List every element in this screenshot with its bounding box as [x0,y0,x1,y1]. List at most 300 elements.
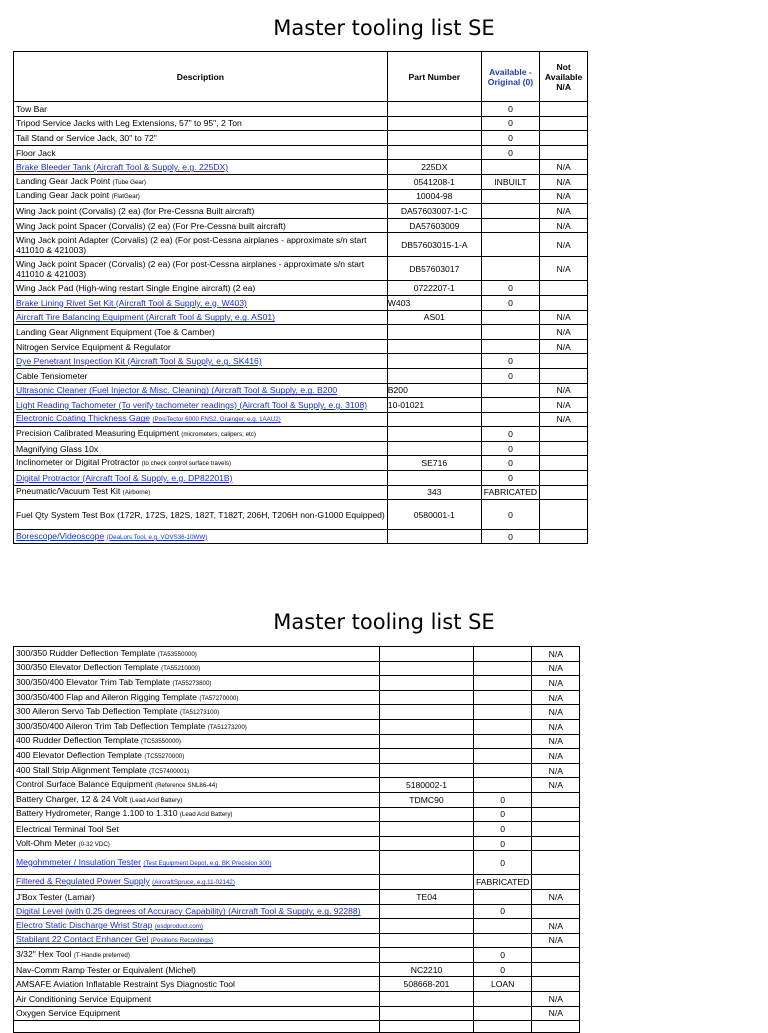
not-available-cell [532,977,580,992]
not-available-cell [540,530,588,544]
not-available-cell [532,962,580,977]
description-cell [14,822,380,837]
description-cell[interactable] [14,398,388,413]
part-number-cell [380,690,474,705]
part-number-cell: DA57603009 [387,218,481,233]
available-cell [481,218,539,233]
table-row [14,174,588,189]
not-available-cell [532,875,580,890]
available-cell [474,778,532,793]
description-text: Electrical Terminal Tool Set [16,823,119,834]
description-header: Description [14,52,388,102]
description-text: 300/350/400 Aileron Trim Tab Deflection Template [16,720,206,731]
available-cell [474,705,532,720]
description-cell [14,676,380,691]
table-row [14,441,588,456]
description-note[interactable]: (PosiTector 6000 FNS2, Grainger, e.g. 1AAU2) [152,416,281,424]
not-available-cell: N/A [532,1006,580,1021]
description-note: (TA55210000) [161,665,201,673]
table-row [14,763,580,778]
available-cell: LOAN [474,977,532,992]
description-note: (TC57400001) [149,767,190,775]
description-note: (Tube Gear) [112,178,146,186]
description-note[interactable]: (Positions Recordings) [150,937,213,945]
part-number-cell: 10-01021 [387,398,481,413]
description-note: (TA57270000) [199,694,239,702]
description-text: Wing Jack Pad (High-wing restart Single Engine aircraft) (2 ea) [16,283,256,294]
not-available-cell: N/A [540,325,588,340]
not-available-cell: N/A [532,676,580,691]
not-available-cell [540,102,588,117]
part-number-cell [380,904,474,919]
description-text: Inclinometer or Digital Protractor [16,457,140,468]
page-title: Master tooling list SE [273,16,495,40]
description-link[interactable]: Ultrasonic Cleaner (Fuel Injector & Misc. Cleaning) (Aircraft Tool & Supply, e.g. B200 [16,385,338,396]
description-cell [14,962,380,977]
table-row [14,836,580,851]
description-cell [14,427,388,442]
part-number-cell [380,948,474,963]
table-row [14,325,588,340]
available-cell [474,1021,532,1033]
not-available-cell: N/A [532,661,580,676]
description-link[interactable]: Borescope/Videoscope [16,530,105,541]
part-number-cell: DA57603007-1-C [387,204,481,219]
description-text: Oxygen Service Equipment [16,1008,121,1019]
description-cell [14,500,388,530]
table-row [14,778,580,793]
not-available-cell [540,368,588,383]
not-available-cell: N/A [532,705,580,720]
description-note: (Lead Acid Battery) [129,796,183,804]
table-body-2 [14,647,580,1033]
description-link[interactable]: Digital Level (with 0.25 degrees of Accuracy Capability) (Aircraft Tool & Supply, e.g. 92288) [16,906,361,917]
description-note: (TA55273800) [172,679,212,687]
not-available-cell [532,822,580,837]
description-cell[interactable] [14,383,388,398]
part-number-cell: 343 [387,485,481,500]
not-available-cell: N/A [532,734,580,749]
description-cell[interactable] [14,851,380,875]
available-cell [481,412,539,427]
not-available-cell: N/A [540,189,588,204]
description-text: 300/350/400 Flap and Aileron Rigging Template [16,691,197,702]
part-number-cell [380,749,474,764]
description-note: (FlatGear) [111,193,140,201]
part-number-cell [387,339,481,354]
table-row [14,339,588,354]
part-number-cell: 225DX [387,160,481,175]
description-link[interactable]: Stabilant 22 Contact Enhancer Gel [16,934,149,945]
part-number-cell [380,763,474,778]
description-link[interactable]: Electro Static Discharge Wrist Strap [16,919,153,930]
available-cell: 0 [481,145,539,160]
available-cell [474,690,532,705]
page-title-2: Master tooling list SE [273,610,495,634]
table-row [14,257,588,281]
description-cell [14,719,380,734]
table-row [14,310,588,325]
table-row [14,734,580,749]
not-available-cell: N/A [532,919,580,934]
part-number-cell [380,719,474,734]
description-text: Magnifying Glass 10x [16,443,99,454]
description-text: Wing Jack point Spacer (Corvalis) (2 ea) (For post-Cessna airplanes - approximate s/n start 411010 & 421003) [16,258,365,279]
description-text: Tripod Service Jacks with Leg Extensions, 57" to 95", 2 Ton [16,118,242,129]
table-row [14,233,588,257]
part-number-cell [380,836,474,851]
description-text: Nav-Comm Ramp Tester or Equivalent (Michel) [16,964,196,975]
not-available-cell: N/A [540,398,588,413]
available-cell [474,749,532,764]
description-cell [14,145,388,160]
table-row [14,690,580,705]
table-row [14,889,580,904]
description-cell [14,889,380,904]
description-link[interactable]: Brake Lining Rivet Set Kit (Aircraft Tool & Supply, e.g. W403) [16,297,247,308]
description-cell [14,734,380,749]
description-cell[interactable] [14,412,388,427]
table-row [14,427,588,442]
available-cell [474,719,532,734]
available-cell [481,325,539,340]
table-header-row [14,52,588,102]
description-cell [14,456,388,471]
not-available-cell [532,1021,580,1033]
not-available-cell [532,836,580,851]
table-row [14,102,588,117]
available-cell: 0 [474,792,532,807]
available-cell [481,204,539,219]
table-row [14,792,580,807]
table-row [14,992,580,1007]
available-cell [474,919,532,934]
description-text: Tow Bar [16,103,48,114]
description-cell [14,233,388,257]
available-cell: 0 [481,471,539,486]
description-link[interactable]: Digital Protractor (Aircraft Tool & Supply, e.g. DP82201B) [16,472,233,483]
available-cell: 0 [481,427,539,442]
not-available-cell [540,354,588,369]
not-available-cell: N/A [532,778,580,793]
part-number-cell: 0541208-1 [387,174,481,189]
not-available-cell: N/A [532,690,580,705]
description-text: Wing Jack point (Corvalis) (2 ea) (for Pre-Cessna Built aircraft) [16,205,255,216]
available-cell [474,992,532,1007]
description-text: 400 Stall Strip Alignment Template [16,764,147,775]
description-cell [14,204,388,219]
table-row [14,919,580,934]
available-cell: 0 [481,281,539,296]
description-cell [14,763,380,778]
not-available-cell: N/A [532,889,580,904]
table-row [14,948,580,963]
table-row [14,1021,580,1033]
available-cell [481,310,539,325]
table-row [14,851,580,875]
available-cell [474,1006,532,1021]
part-number-cell: NC2210 [380,962,474,977]
description-link[interactable]: Light Reading Tachometer (To verify tachometer readings) (Aircraft Tool & Supply, e.g. 3108) [16,399,368,410]
part-number-cell: TDMC90 [380,792,474,807]
description-note: (TA53550000) [157,650,197,658]
description-text: Landing Gear Jack point [16,190,110,201]
part-number-cell [387,116,481,131]
not-available-cell: N/A [540,412,588,427]
description-text: Wing Jack point Adapter (Corvalis) (2 ea) (For post-Cessna airplanes - approximate s/n start 411010 & 421003) [16,234,367,255]
available-cell: FABRICATED [481,485,539,500]
table-row [14,807,580,822]
description-text: J'Box Tester (Lamar) [16,891,95,902]
available-cell [481,189,539,204]
available-cell: 0 [474,851,532,875]
part-number-cell [380,647,474,662]
available-cell: 0 [481,354,539,369]
description-cell [14,948,380,963]
available-cell: 0 [481,131,539,146]
description-cell[interactable] [14,354,388,369]
part-number-cell [380,807,474,822]
part-number-cell [387,131,481,146]
description-cell[interactable] [14,530,388,544]
description-cell [14,102,388,117]
part-number-cell: 0580001-1 [387,500,481,530]
not-available-cell: N/A [540,383,588,398]
table-row [14,1006,580,1021]
part-number-cell [387,145,481,160]
description-link[interactable]: Megohmmeter / Insulation Tester [16,856,141,867]
part-number-cell: DB57603015-1-A [387,233,481,257]
part-number-cell [387,102,481,117]
description-text: 300 Aileron Servo Tab Deflection Template [16,706,178,717]
available-cell [474,933,532,948]
not-available-cell: N/A [540,174,588,189]
not-available-cell: N/A [532,719,580,734]
description-cell [14,690,380,705]
table-row [14,500,588,530]
description-note: (TC53550000) [141,738,181,746]
description-note[interactable]: (esdproduct.com) [154,922,203,930]
description-text: Landing Gear Alignment Equipment (Toe & Camber) [16,326,215,337]
not-available-cell: N/A [540,218,588,233]
part-number-cell: 0722207-1 [387,281,481,296]
description-cell[interactable] [14,310,388,325]
description-text: 300/350/400 Elevator Trim Tab Template [16,676,170,687]
description-cell[interactable] [14,160,388,175]
description-link[interactable]: Electronic Coating Thickness Gage [16,413,151,424]
description-cell[interactable] [14,933,380,948]
part-number-cell: AS01 [387,310,481,325]
description-note[interactable]: (AircraftSpruce, e.g.11-02142) [152,879,235,887]
available-cell [481,398,539,413]
description-cell [14,1006,380,1021]
description-cell [14,778,380,793]
description-cell [14,647,380,662]
part-number-cell: DB57603017 [387,257,481,281]
not-available-cell [540,441,588,456]
description-note: (T-Handle preferred) [73,952,130,960]
part-number-cell [380,919,474,934]
description-link[interactable]: Filtered & Regulated Power Supply [16,876,150,887]
not-available-cell: N/A [540,257,588,281]
part-number-cell [387,354,481,369]
not-available-cell [540,131,588,146]
available-cell [474,661,532,676]
table-row [14,647,580,662]
available-cell [481,383,539,398]
table-row [14,822,580,837]
part-number-cell: SE716 [387,456,481,471]
not-available-cell [540,471,588,486]
available-cell [481,339,539,354]
part-number-header: Part Number [387,52,481,102]
description-link[interactable]: Dye Penetrant Inspection Kit (Aircraft Tool & Supply, e.g. SK416) [16,356,262,367]
table-row [14,676,580,691]
available-cell: 0 [474,822,532,837]
not-available-header: Not Available N/A [540,52,588,102]
part-number-cell: 5180002-1 [380,778,474,793]
available-cell: 0 [481,500,539,530]
available-cell: 0 [481,456,539,471]
part-number-cell [380,822,474,837]
table-row [14,204,588,219]
table-row [14,116,588,131]
description-text: Volt-Ohm Meter [16,837,77,848]
description-cell [14,325,388,340]
available-cell: 0 [481,368,539,383]
table-row [14,904,580,919]
table-row [14,749,580,764]
part-number-cell [387,325,481,340]
available-cell: 0 [481,441,539,456]
description-note: (Lead Acid Battery) [179,811,233,819]
table-row [14,719,580,734]
description-cell [14,441,388,456]
part-number-cell: W403 [387,295,481,310]
available-cell: 0 [474,904,532,919]
part-number-cell: B200 [387,383,481,398]
description-cell[interactable] [14,919,380,934]
part-number-cell [387,368,481,383]
description-cell[interactable] [14,875,380,890]
part-number-cell [380,851,474,875]
part-number-cell [387,441,481,456]
available-cell: 0 [474,836,532,851]
description-note: (TA51273200) [207,723,247,731]
description-text: Floor Jack [16,147,56,158]
table-row [14,875,580,890]
tooling-table-1 [13,51,588,544]
available-cell [474,763,532,778]
description-note: (to check control surface travels) [141,460,232,468]
description-cell [14,339,388,354]
description-cell[interactable] [14,471,388,486]
available-cell [481,160,539,175]
table-row [14,977,580,992]
not-available-cell: N/A [540,339,588,354]
tooling-table-2 [13,646,580,1033]
table-row [14,354,588,369]
table-row [14,131,588,146]
available-cell: FABRICATED [474,875,532,890]
part-number-cell [387,427,481,442]
not-available-cell: N/A [540,310,588,325]
not-available-cell [532,948,580,963]
description-cell [14,131,388,146]
not-available-cell [532,807,580,822]
table-row [14,456,588,471]
description-cell [14,281,388,296]
description-note: (micrometers, calipers, etc) [181,431,256,439]
available-cell [474,676,532,691]
description-text: Wing Jack point Spacer (Corvalis) (2 ea) (For Pre-Cessna built aircraft) [16,220,286,231]
table-row [14,368,588,383]
available-cell [474,734,532,749]
part-number-cell [380,992,474,1007]
table-row [14,412,588,427]
part-number-cell [380,875,474,890]
table-row [14,705,580,720]
available-cell [474,647,532,662]
description-note[interactable]: (DeaLors Tool, e.g. VOVS36-10WW) [106,533,208,541]
description-note[interactable]: (Test Equipment Depot, e.g. BK Precision 300) [143,859,272,867]
description-cell [14,218,388,233]
description-link[interactable]: Aircraft Tire Balancing Equipment (Aircraft Tool & Supply, e.g. AS01) [16,312,276,323]
table-row [14,295,588,310]
description-cell[interactable] [14,904,380,919]
description-text: Precision Calibrated Measuring Equipment [16,428,179,439]
description-cell [14,485,388,500]
not-available-cell [540,281,588,296]
available-cell: 0 [481,530,539,544]
description-text: 400 Elevator Deflection Template [16,749,142,760]
available-cell [481,257,539,281]
description-cell[interactable] [14,295,388,310]
not-available-cell: N/A [540,160,588,175]
table-row [14,530,588,544]
not-available-cell: N/A [532,647,580,662]
description-text: 3/32" Hex Tool [16,949,72,960]
available-cell: 0 [474,948,532,963]
not-available-cell: N/A [540,204,588,219]
not-available-cell [532,851,580,875]
description-link[interactable]: Brake Bleeder Tank (Aircraft Tool & Supply, e.g. 225DX) [16,162,229,173]
description-cell [14,661,380,676]
description-text: Tail Stand or Service Jack, 30" to 72" [16,132,157,143]
part-number-cell [380,933,474,948]
available-cell: 0 [481,116,539,131]
description-text: Battery Charger, 12 & 24 Volt [16,793,128,804]
description-cell [14,368,388,383]
description-cell [14,1021,380,1033]
available-cell [481,233,539,257]
table-row [14,485,588,500]
part-number-cell [387,530,481,544]
part-number-cell [387,412,481,427]
table-row [14,160,588,175]
table-row [14,145,588,160]
not-available-cell: N/A [532,992,580,1007]
description-note: (Reference SNL86-44) [155,782,218,790]
description-text: Nitrogen Service Equipment & Regulator [16,341,171,352]
description-cell [14,807,380,822]
not-available-cell [540,427,588,442]
table-row [14,383,588,398]
description-note: (0-32 VDC) [78,840,110,848]
description-text: Landing Gear Jack Point [16,175,111,186]
description-note: (Airborne) [122,489,151,497]
not-available-cell: N/A [532,933,580,948]
